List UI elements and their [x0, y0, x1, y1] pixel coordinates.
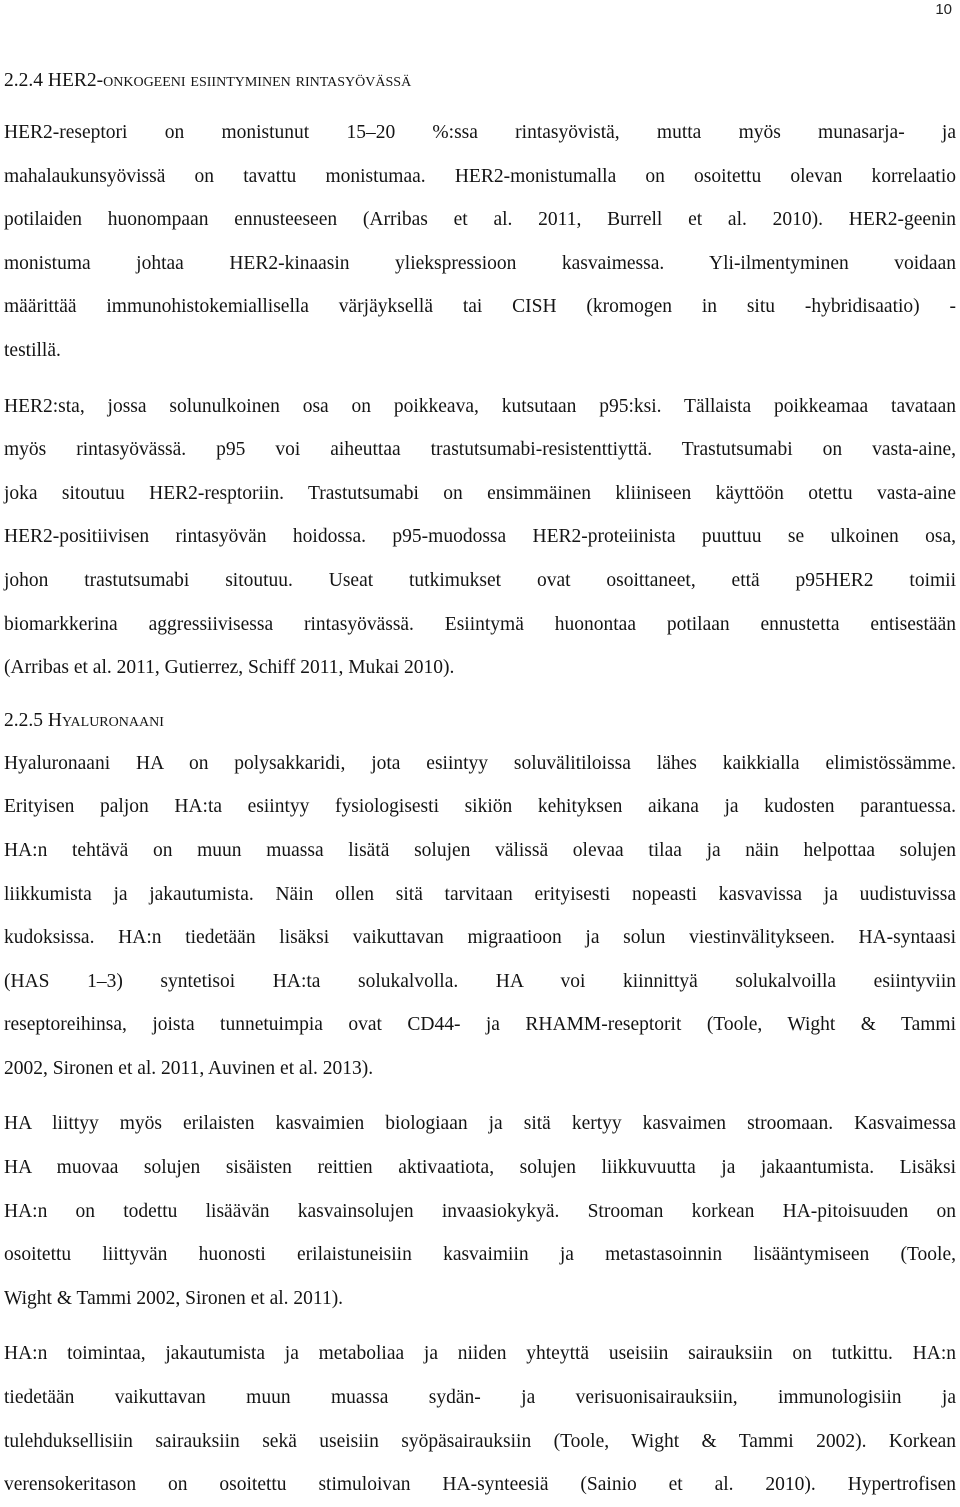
text-line: verensokeritason on osoitettu stimuloivan HA-synteesiä (Sainio et al. 2010). Hypertrofisen: [4, 1474, 956, 1496]
text-line: myös rintasyövässä. p95 voi aiheuttaa trastutsumabi-resistenttiyttä. Trastutsumabi on vasta-aine,: [4, 439, 956, 461]
text-line: potilaiden huonompaan ennusteeseen (Arribas et al. 2011, Burrell et al. 2010). HER2-geenin: [4, 209, 956, 231]
heading-number: 2.2.4: [4, 70, 48, 91]
text-line: kudoksissa. HA:n tiedetään lisäksi vaikuttavan migraatioon ja solun viestinvälitykseen. HA-syntaasi: [4, 927, 956, 949]
text-line: tiedetään vaikuttavan muun muassa sydän- ja verisuonisairauksiin, immunologisiin ja: [4, 1387, 956, 1409]
heading-number: 2.2.5: [4, 709, 48, 731]
text-line: 2002, Sironen et al. 2011, Auvinen et al. 2013).: [4, 1057, 374, 1079]
text-line: HA muovaa solujen sisäisten reittien aktivaatiota, solujen liikkuvuutta ja jakaantumista. Lisäksi: [4, 1157, 956, 1179]
paragraph: [4, 742, 956, 1091]
text-line: johon trastutsumabi sitoutuu. Useat tutkimukset ovat osoittaneet, että p95HER2 toimii: [4, 569, 956, 591]
text-line: Wight & Tammi 2002, Sironen et al. 2011).: [4, 1287, 344, 1309]
page-number: 10: [935, 1, 952, 18]
text-line: HER2:sta, jossa solunulkoinen osa on poikkeava, kutsutaan p95:ksi. Tällaista poikkeamaa tavataan: [4, 395, 956, 417]
heading-first: H: [47, 709, 62, 731]
section-heading-her2: [4, 59, 956, 102]
text-line: tulehduksellisiin sairauksiin sekä useisiin syöpäsairauksiin (Toole, Wight & Tammi 2002). Korkean: [4, 1430, 956, 1452]
heading-first: HER2-: [47, 70, 104, 91]
text-line: (Arribas et al. 2011, Gutierrez, Schiff 2011, Mukai 2010).: [4, 657, 455, 679]
text-line: liikkumista ja jakautumista. Näin ollen sitä tarvitaan erityisesti nopeasti kasvavissa ja uudistuvissa: [4, 883, 956, 905]
text-line: testillä.: [4, 339, 61, 361]
text-line: biomarkkerina aggressiivisessa rintasyövässä. Esiintymä huonontaa potilaan ennustetta entisestään: [4, 613, 956, 635]
paragraph: [4, 1102, 956, 1320]
section-heading-hyaluronaani: [4, 699, 956, 742]
heading-rest: onkogeeni esiintyminen rintasyövässä: [103, 70, 412, 91]
text-line: HA:n on todettu lisäävän kasvainsolujen invaasiokykyä. Strooman korkean HA-pitoisuuden on: [4, 1200, 956, 1222]
text-line: HER2-reseptori on monistunut 15–20 %:ssa rintasyövistä, mutta myös munasarja- ja: [4, 122, 956, 143]
paragraph: [4, 111, 956, 373]
paragraph: [4, 1332, 956, 1506]
text-line: määrittää immunohistokemiallisella värjäyksellä tai CISH (kromogen in situ -hybridisaatio) -: [4, 296, 956, 318]
document-body: [4, 59, 956, 1507]
paragraph: [4, 385, 956, 690]
text-line: reseptoreihinsa, joista tunnetuimpia ovat CD44- ja RHAMM-reseptorit (Toole, Wight & Tammi: [4, 1014, 956, 1036]
text-line: Erityisen paljon HA:ta esiintyy fysiologisesti sikiön kehityksen aikana ja kudosten parantuessa.: [4, 796, 956, 818]
text-line: monistuma johtaa HER2-kinaasin yliekspressioon kasvaimessa. Yli-ilmentyminen voidaan: [4, 252, 956, 274]
heading-rest: yaluronaani: [61, 709, 164, 731]
text-line: HA liittyy myös erilaisten kasvaimien biologiaan ja sitä kertyy kasvaimen stroomaan. Kasvaimessa: [4, 1113, 956, 1135]
text-line: HA:n toimintaa, jakautumista ja metaboliaa ja niiden yhteyttä useisiin sairauksiin on tutkittu. HA:n: [4, 1343, 956, 1365]
text-line: mahalaukunsyövissä on tavattu monistumaa. HER2-monistumalla on osoitettu olevan korrelaatio: [4, 165, 956, 187]
text-line: HA:n tehtävä on muun muassa lisätä solujen välissä olevaa tilaa ja näin helpottaa solujen: [4, 839, 956, 861]
text-line: (HAS 1–3) syntetisoi HA:ta solukalvolla. HA voi kiinnittyä solukalvoilla esiintyviin: [4, 970, 956, 992]
text-line: Hyaluronaani HA on polysakkaridi, jota esiintyy soluvälitiloissa lähes kaikkialla elimistössämme.: [4, 752, 956, 774]
text-line: osoitettu liittyvän huonosti erilaistuneisiin kasvaimiin ja metastasoinnin lisääntymiseen (Toole,: [4, 1244, 956, 1266]
text-line: joka sitoutuu HER2-resptoriin. Trastutsumabi on ensimmäinen kliiniseen käyttöön otettu vasta-aine: [4, 482, 956, 504]
text-line: HER2-positiivisen rintasyövän hoidossa. p95-muodossa HER2-proteiinista puuttuu se ulkoinen osa,: [4, 526, 956, 548]
